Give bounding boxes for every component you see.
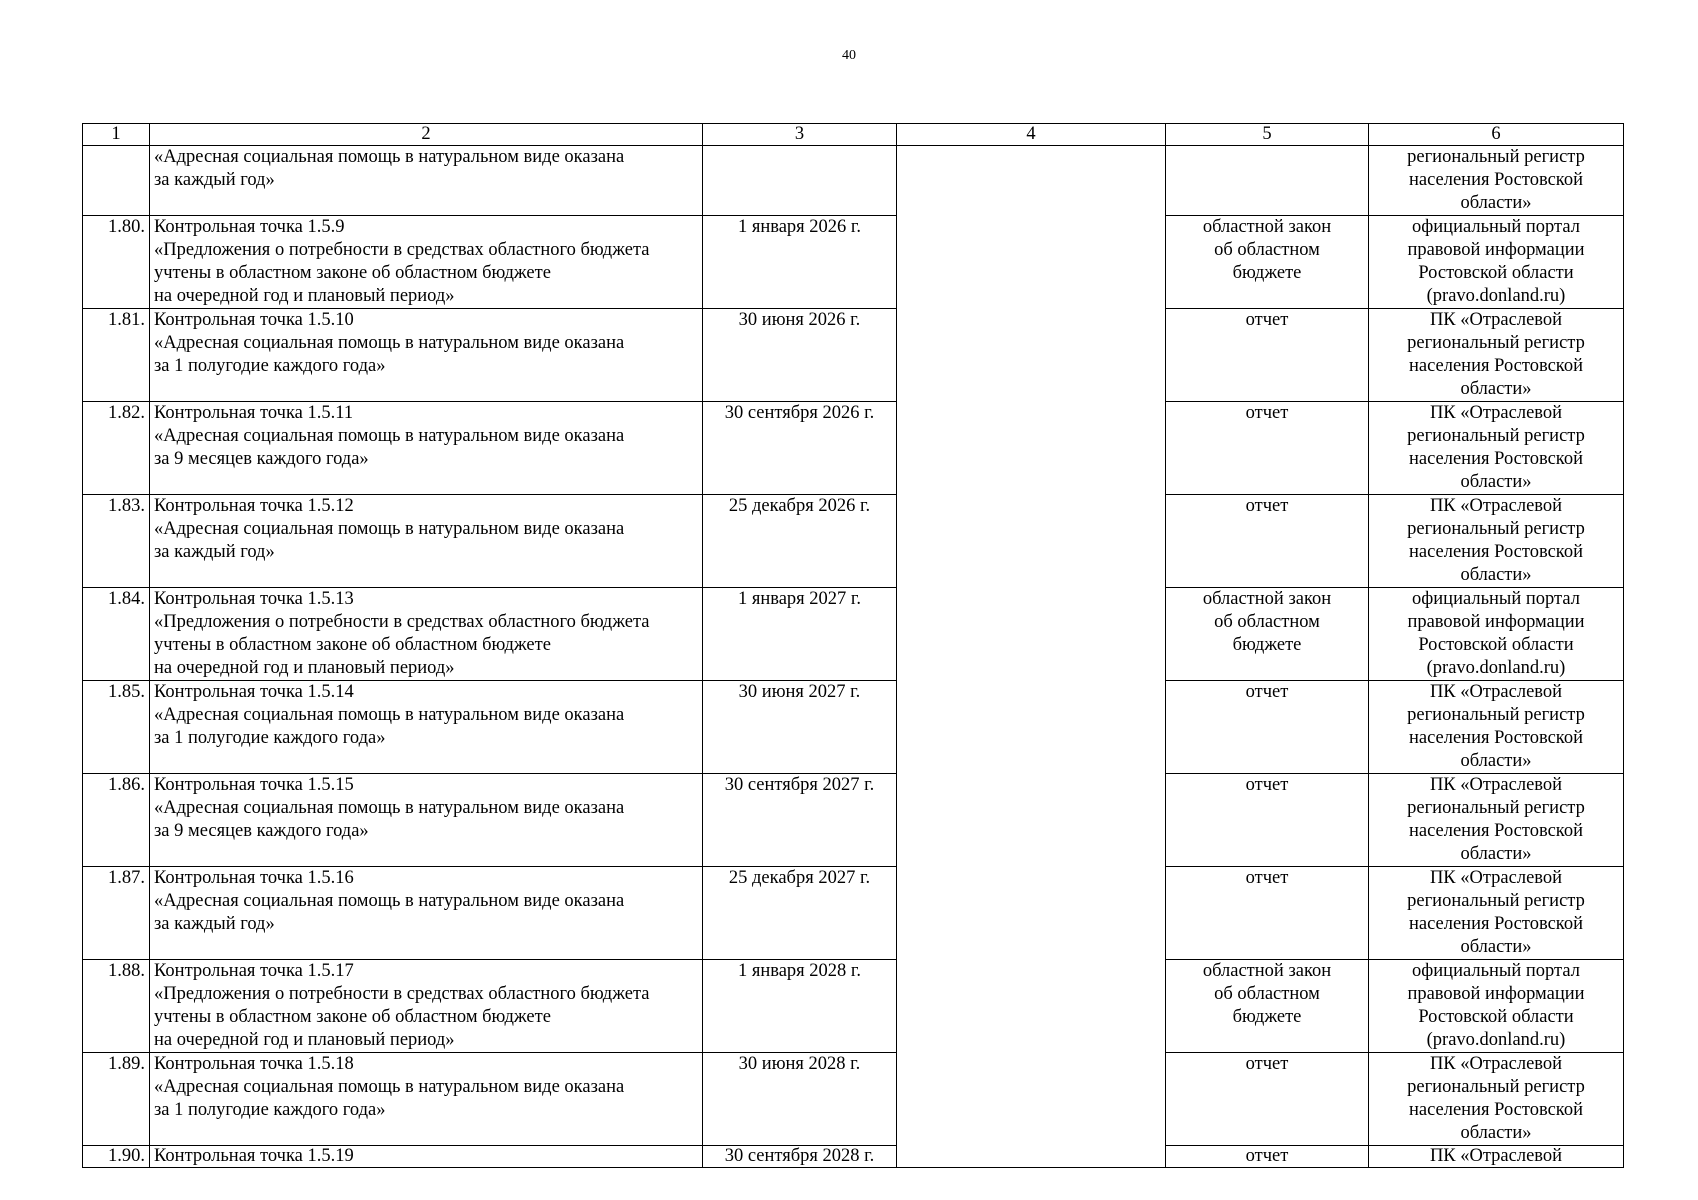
description-cell — [150, 1146, 703, 1168]
row-number: 1.85. — [108, 682, 145, 702]
document-type-line: об областном — [1214, 240, 1320, 260]
description-cell — [150, 867, 703, 960]
row-number: 1.90. — [108, 1146, 145, 1166]
deadline-date: 30 сентября 2026 г. — [724, 403, 875, 423]
date-cell — [703, 146, 897, 216]
info-source-line: ПК «Отраслевой — [1429, 682, 1563, 702]
info-source-line: области» — [1460, 565, 1532, 585]
control-points-table — [82, 123, 1624, 1168]
description-line: на очередной год и плановый период» — [154, 286, 455, 306]
deadline-date: 1 января 2026 г. — [737, 217, 862, 237]
table-row — [83, 309, 1624, 402]
date-cell — [703, 309, 897, 402]
row-number-cell — [83, 216, 150, 309]
deadline-date: 25 декабря 2026 г. — [728, 496, 871, 516]
control-point-title: Контрольная точка 1.5.12 — [154, 496, 354, 516]
row-number-cell — [83, 867, 150, 960]
description-cell — [150, 774, 703, 867]
date-cell — [703, 588, 897, 681]
info-source-line: региональный регистр — [1407, 333, 1585, 353]
date-cell — [703, 495, 897, 588]
info-source-cell — [1369, 495, 1624, 588]
document-type-line: об областном — [1214, 612, 1320, 632]
description-cell — [150, 495, 703, 588]
description-line: за 1 полугодие каждого года» — [154, 356, 386, 376]
deadline-date: 1 января 2028 г. — [737, 961, 862, 981]
control-point-title: Контрольная точка 1.5.13 — [154, 589, 354, 609]
info-source-line: населения Ростовской — [1408, 449, 1583, 469]
info-source-line: ПК «Отраслевой — [1429, 310, 1563, 330]
info-source-cell — [1369, 774, 1624, 867]
info-source-line: региональный регистр — [1407, 147, 1585, 167]
info-source-line: ПК «Отраслевой — [1429, 868, 1563, 888]
row-number: 1.80. — [108, 217, 145, 237]
row-number-cell — [83, 146, 150, 216]
info-source-line: правовой информации — [1407, 240, 1585, 260]
description-line: «Адресная социальная помощь в натуральном виде оказана — [154, 426, 625, 446]
description-line: за 1 полугодие каждого года» — [154, 728, 386, 748]
info-source-line: региональный регистр — [1407, 798, 1585, 818]
deadline-date: 30 сентября 2027 г. — [724, 775, 875, 795]
info-source-line: официальный портал — [1412, 961, 1580, 981]
description-line: за 9 месяцев каждого года» — [154, 821, 369, 841]
description-line: на очередной год и плановый период» — [154, 1030, 455, 1050]
row-number-cell — [83, 681, 150, 774]
document-type-cell — [1166, 146, 1369, 216]
description-line: «Предложения о потребности в средствах областного бюджета — [154, 240, 650, 260]
header-col-4: 4 — [897, 124, 1166, 146]
info-source-line: региональный регистр — [1407, 519, 1585, 539]
document-type-line: бюджете — [1232, 635, 1302, 655]
document-type-cell — [1166, 402, 1369, 495]
description-cell — [150, 588, 703, 681]
info-source-line: Ростовской области — [1418, 1007, 1574, 1027]
header-col-5: 5 — [1166, 124, 1369, 146]
date-cell — [703, 402, 897, 495]
control-point-title: Контрольная точка 1.5.9 — [154, 217, 345, 237]
description-line: за 1 полугодие каждого года» — [154, 1100, 386, 1120]
control-point-title: Контрольная точка 1.5.17 — [154, 961, 354, 981]
deadline-date: 25 декабря 2027 г. — [728, 868, 871, 888]
info-source-cell — [1369, 216, 1624, 309]
header-col-6: 6 — [1369, 124, 1624, 146]
table-header-row — [83, 124, 1624, 146]
control-point-title: Контрольная точка 1.5.19 — [154, 1146, 354, 1166]
table-row — [83, 146, 1624, 216]
description-line: «Адресная социальная помощь в натуральном виде оказана — [154, 519, 625, 539]
date-cell — [703, 960, 897, 1053]
info-source-line: правовой информации — [1407, 612, 1585, 632]
description-cell — [150, 146, 703, 216]
info-source-line: ПК «Отраслевой — [1429, 403, 1563, 423]
table-row — [83, 402, 1624, 495]
info-source-line: Ростовской области — [1418, 263, 1574, 283]
info-source-line: области» — [1460, 937, 1532, 957]
row-number-cell — [83, 960, 150, 1053]
info-source-line: области» — [1460, 751, 1532, 771]
description-line: «Предложения о потребности в средствах областного бюджета — [154, 612, 650, 632]
description-line: за каждый год» — [154, 170, 275, 190]
control-point-title: Контрольная точка 1.5.16 — [154, 868, 354, 888]
date-cell — [703, 867, 897, 960]
row-number-cell — [83, 1146, 150, 1168]
info-source-line: (pravo.donland.ru) — [1426, 658, 1566, 678]
document-type-line: отчет — [1245, 310, 1289, 330]
row-number-cell — [83, 495, 150, 588]
description-cell — [150, 960, 703, 1053]
document-type-cell — [1166, 588, 1369, 681]
description-line: за каждый год» — [154, 914, 275, 934]
table-row — [83, 960, 1624, 1053]
description-line: «Адресная социальная помощь в натуральном виде оказана — [154, 1077, 625, 1097]
deadline-date: 30 июня 2028 г. — [738, 1054, 861, 1074]
row-number: 1.81. — [108, 310, 145, 330]
row-number: 1.88. — [108, 961, 145, 981]
description-line: «Адресная социальная помощь в натуральном виде оказана — [154, 147, 625, 167]
description-cell — [150, 402, 703, 495]
info-source-line: населения Ростовской — [1408, 1100, 1583, 1120]
document-type-line: отчет — [1245, 775, 1289, 795]
document-type-line: отчет — [1245, 496, 1289, 516]
description-line: «Адресная социальная помощь в натуральном виде оказана — [154, 705, 625, 725]
info-source-cell — [1369, 960, 1624, 1053]
description-cell — [150, 1053, 703, 1146]
description-line: «Адресная социальная помощь в натуральном виде оказана — [154, 798, 625, 818]
row-number-cell — [83, 588, 150, 681]
table-row — [83, 774, 1624, 867]
document-type-cell — [1166, 867, 1369, 960]
description-cell — [150, 216, 703, 309]
info-source-line: правовой информации — [1407, 984, 1585, 1004]
table-row — [83, 681, 1624, 774]
document-type-line: областной закон — [1202, 961, 1332, 981]
info-source-cell — [1369, 1146, 1624, 1168]
info-source-line: ПК «Отраслевой — [1429, 775, 1563, 795]
table-row — [83, 867, 1624, 960]
control-point-title: Контрольная точка 1.5.18 — [154, 1054, 354, 1074]
deadline-date: 30 июня 2027 г. — [738, 682, 861, 702]
description-cell — [150, 309, 703, 402]
info-source-line: региональный регистр — [1407, 705, 1585, 725]
document-type-line: областной закон — [1202, 217, 1332, 237]
description-line: «Предложения о потребности в средствах областного бюджета — [154, 984, 650, 1004]
row-number: 1.86. — [108, 775, 145, 795]
description-line: учтены в областном законе об областном бюджете — [154, 635, 551, 655]
description-line: «Адресная социальная помощь в натуральном виде оказана — [154, 891, 625, 911]
info-source-cell — [1369, 402, 1624, 495]
description-line: за 9 месяцев каждого года» — [154, 449, 369, 469]
info-source-line: населения Ростовской — [1408, 356, 1583, 376]
date-cell — [703, 216, 897, 309]
date-cell — [703, 681, 897, 774]
info-source-line: региональный регистр — [1407, 891, 1585, 911]
table-row — [83, 1146, 1624, 1168]
info-source-line: области» — [1460, 1123, 1532, 1143]
control-point-title: Контрольная точка 1.5.15 — [154, 775, 354, 795]
info-source-line: населения Ростовской — [1408, 728, 1583, 748]
date-cell — [703, 1146, 897, 1168]
info-source-cell — [1369, 1053, 1624, 1146]
description-line: учтены в областном законе об областном бюджете — [154, 1007, 551, 1027]
info-source-line: ПК «Отраслевой — [1429, 1054, 1563, 1074]
row-number: 1.89. — [108, 1054, 145, 1074]
page-number: 40 — [842, 48, 856, 63]
info-source-line: (pravo.donland.ru) — [1426, 286, 1566, 306]
info-source-line: Ростовской области — [1418, 635, 1574, 655]
info-source-line: (pravo.donland.ru) — [1426, 1030, 1566, 1050]
document-type-cell — [1166, 960, 1369, 1053]
info-source-line: региональный регистр — [1407, 426, 1585, 446]
control-point-title: Контрольная точка 1.5.11 — [154, 403, 354, 423]
description-cell — [150, 681, 703, 774]
row-number-cell — [83, 1053, 150, 1146]
document-type-cell — [1166, 309, 1369, 402]
control-point-title: Контрольная точка 1.5.10 — [154, 310, 354, 330]
control-point-title: Контрольная точка 1.5.14 — [154, 682, 354, 702]
row-number-cell — [83, 774, 150, 867]
info-source-cell — [1369, 867, 1624, 960]
info-source-line: области» — [1460, 472, 1532, 492]
description-line: учтены в областном законе об областном бюджете — [154, 263, 551, 283]
responsible-cell — [897, 146, 1166, 1168]
table-row — [83, 216, 1624, 309]
deadline-date: 1 января 2027 г. — [737, 589, 862, 609]
info-source-line: населения Ростовской — [1408, 914, 1583, 934]
deadline-date: 30 сентября 2028 г. — [724, 1146, 875, 1166]
info-source-cell — [1369, 588, 1624, 681]
info-source-line: населения Ростовской — [1408, 821, 1583, 841]
description-line: за каждый год» — [154, 542, 275, 562]
date-cell — [703, 1053, 897, 1146]
document-type-cell — [1166, 1146, 1369, 1168]
header-col-3: 3 — [703, 124, 897, 146]
document-type-line: об областном — [1214, 984, 1320, 1004]
row-number: 1.87. — [108, 868, 145, 888]
date-cell — [703, 774, 897, 867]
info-source-line: ПК «Отраслевой — [1429, 496, 1563, 516]
description-line: «Адресная социальная помощь в натуральном виде оказана — [154, 333, 625, 353]
document-type-cell — [1166, 1053, 1369, 1146]
table-row — [83, 1053, 1624, 1146]
row-number: 1.83. — [108, 496, 145, 516]
table-row — [83, 495, 1624, 588]
document-type-line: бюджете — [1232, 263, 1302, 283]
row-number: 1.82. — [108, 403, 145, 423]
document-type-line: областной закон — [1202, 589, 1332, 609]
document-type-line: бюджете — [1232, 1007, 1302, 1027]
info-source-line: населения Ростовской — [1408, 170, 1583, 190]
info-source-cell — [1369, 146, 1624, 216]
deadline-date: 30 июня 2026 г. — [738, 310, 861, 330]
info-source-line: области» — [1460, 193, 1532, 213]
info-source-line: региональный регистр — [1407, 1077, 1585, 1097]
info-source-cell — [1369, 681, 1624, 774]
info-source-line: области» — [1460, 844, 1532, 864]
info-source-line: ПК «Отраслевой — [1429, 1146, 1563, 1166]
info-source-line: официальный портал — [1412, 217, 1580, 237]
document-type-cell — [1166, 216, 1369, 309]
document-type-line: отчет — [1245, 1054, 1289, 1074]
info-source-line: официальный портал — [1412, 589, 1580, 609]
header-col-1: 1 — [83, 124, 150, 146]
row-number-cell — [83, 402, 150, 495]
info-source-line: населения Ростовской — [1408, 542, 1583, 562]
info-source-line: области» — [1460, 379, 1532, 399]
document-type-line: отчет — [1245, 682, 1289, 702]
document-type-line: отчет — [1245, 868, 1289, 888]
header-col-2: 2 — [150, 124, 703, 146]
document-type-line: отчет — [1245, 403, 1289, 423]
description-line: на очередной год и плановый период» — [154, 658, 455, 678]
row-number-cell — [83, 309, 150, 402]
table-row — [83, 588, 1624, 681]
row-number: 1.84. — [108, 589, 145, 609]
document-type-cell — [1166, 495, 1369, 588]
document-type-line: отчет — [1245, 1146, 1289, 1166]
info-source-cell — [1369, 309, 1624, 402]
document-type-cell — [1166, 774, 1369, 867]
document-type-cell — [1166, 681, 1369, 774]
